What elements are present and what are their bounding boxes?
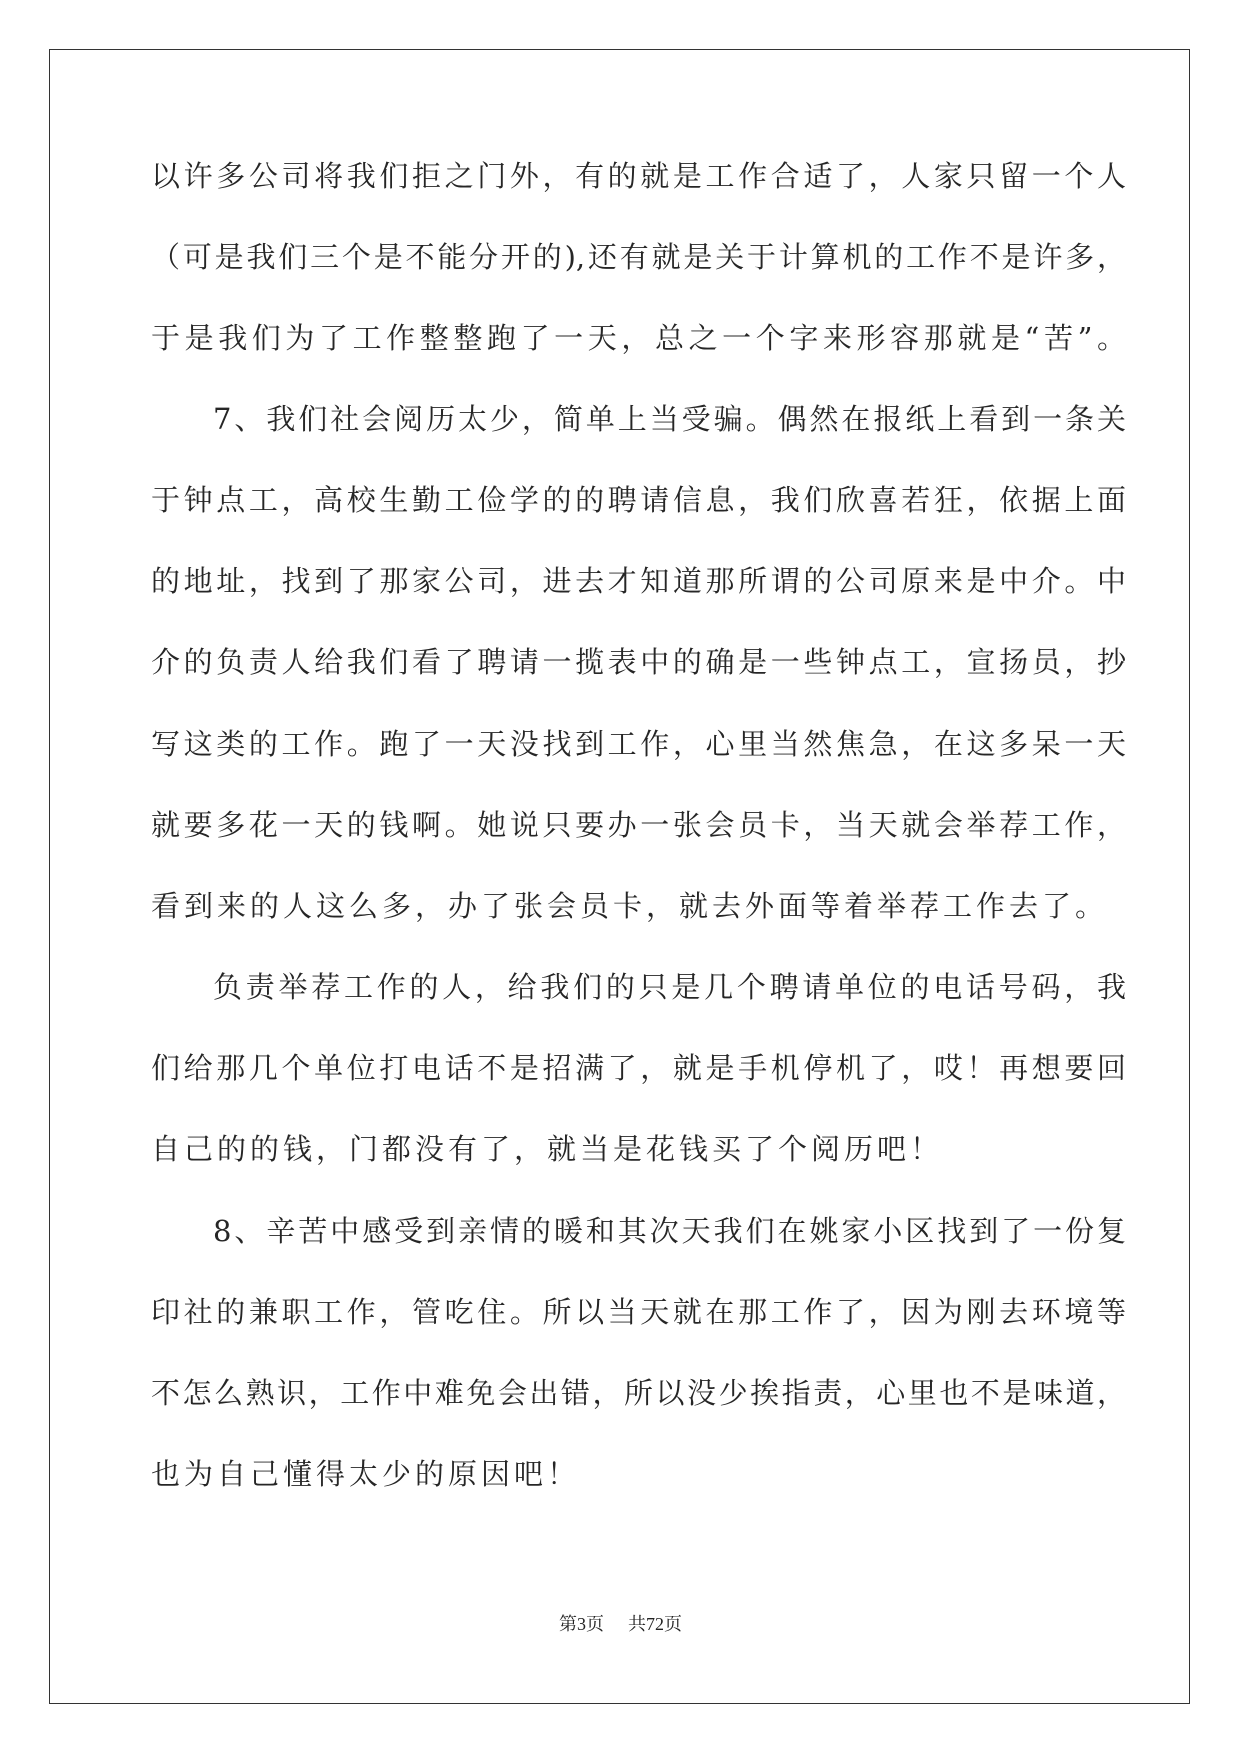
body-line: 于是我们为了工作整整跑了一天，总之一个字来形容那就是“苦”。 [151, 321, 1126, 355]
body-line: 写这类的工作。跑了一天没找到工作，心里当然焦急，在这多呆一天 [151, 727, 1126, 761]
body-line: 看到来的人这么多，办了张会员卡，就去外面等着举荐工作去了。 [151, 889, 1109, 923]
body-line: 介的负责人给我们看了聘请一揽表中的确是一些钟点工，宣扬员，抄 [151, 645, 1126, 679]
page-footer [0, 1612, 1241, 1636]
paragraph-first-line: 7、我们社会阅历太少，简单上当受骗。偶然在报纸上看到一条关 [213, 402, 1126, 436]
page-total: 共72页 [628, 1614, 682, 1634]
body-line: 们给那几个单位打电话不是招满了，就是手机停机了，哎！再想要回 [151, 1051, 1126, 1085]
body-line: 以许多公司将我们拒之门外，有的就是工作合适了，人家只留一个人 [151, 159, 1126, 193]
body-line: 印社的兼职工作，管吃住。所以当天就在那工作了，因为刚去环境等 [151, 1295, 1126, 1329]
body-line: 于钟点工，高校生勤工俭学的的聘请信息，我们欣喜若狂，依据上面 [151, 483, 1126, 517]
body-line: 也为自己懂得太少的原因吧！ [151, 1457, 581, 1491]
body-line: （可是我们三个是不能分开的),还有就是关于计算机的工作不是许多， [151, 240, 1126, 274]
body-line: 不怎么熟识，工作中难免会出错，所以没少挨指责，心里也不是味道， [151, 1376, 1126, 1410]
page-number: 第3页 [559, 1614, 604, 1634]
paragraph-first-line: 8、辛苦中感受到亲情的暖和其次天我们在姚家小区找到了一份复 [213, 1214, 1126, 1248]
body-line: 自己的的钱，门都没有了，就当是花钱买了个阅历吧！ [151, 1132, 944, 1166]
body-line: 就要多花一天的钱啊。她说只要办一张会员卡，当天就会举荐工作， [151, 808, 1126, 842]
body-line: 的地址，找到了那家公司，进去才知道那所谓的公司原来是中介。中 [151, 564, 1126, 598]
paragraph-first-line: 负责举荐工作的人，给我们的只是几个聘请单位的电话号码，我 [213, 970, 1126, 1004]
